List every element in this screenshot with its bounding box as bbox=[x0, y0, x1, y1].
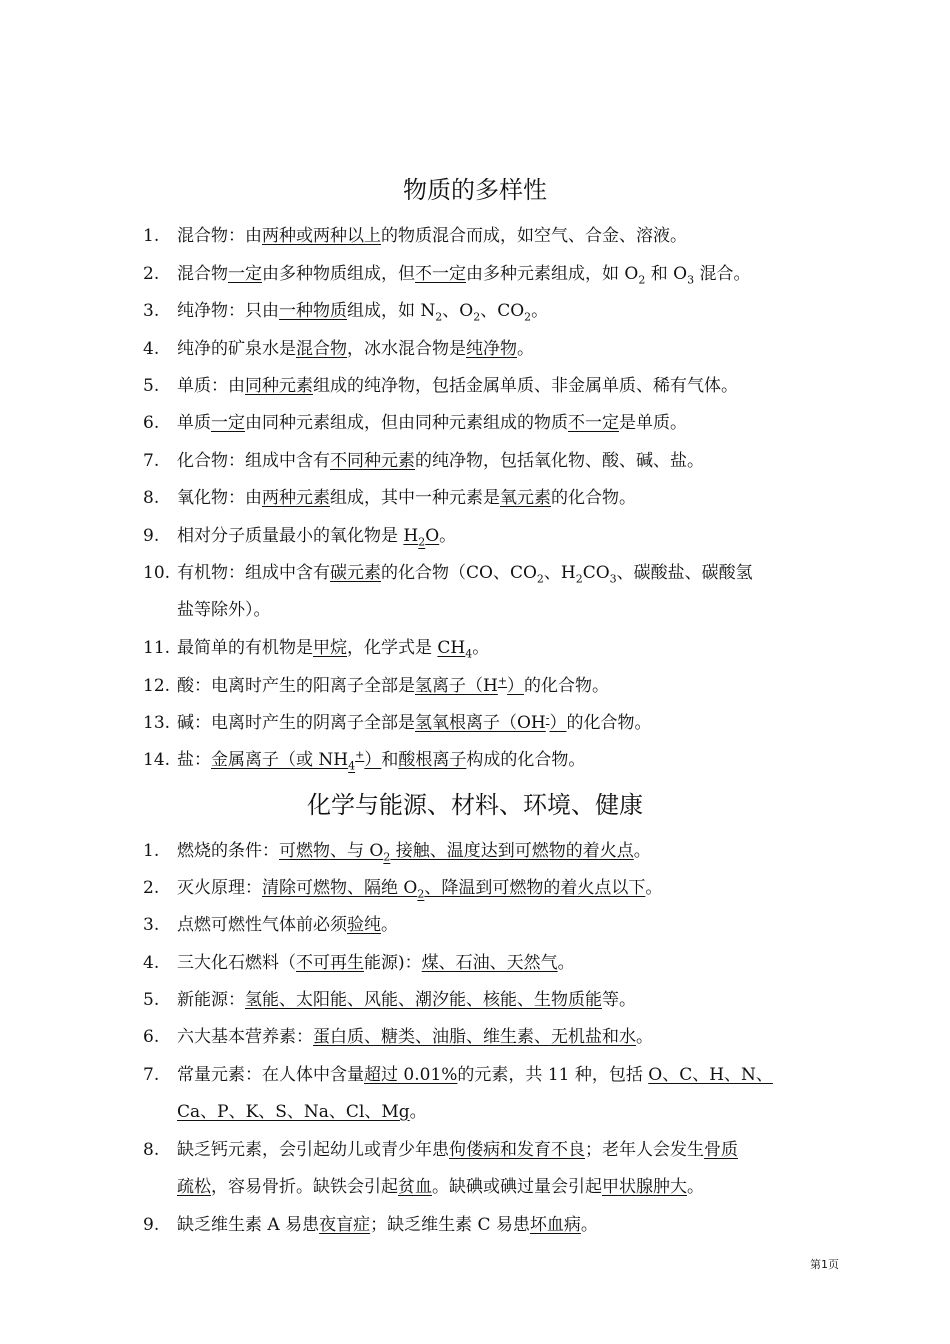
underlined-answer: 氢能、太阳能、风能、潮汐能、核能、生物质能 bbox=[245, 990, 602, 1010]
underlined-answer: CH bbox=[437, 638, 466, 658]
list-item bbox=[143, 293, 823, 330]
item-number: 10. bbox=[143, 563, 171, 583]
text-run: 2 bbox=[435, 310, 443, 324]
section-title-energy-health: 化学与能源、材料、环境、健康 bbox=[307, 791, 643, 819]
text-run: 纯净物：只由 bbox=[177, 301, 279, 321]
list-item bbox=[143, 405, 823, 442]
list-item bbox=[143, 331, 823, 368]
text-run: 。 bbox=[517, 339, 534, 359]
text-run: 2 bbox=[473, 310, 481, 324]
text-run: 。 bbox=[633, 841, 651, 861]
underlined-answer: 、降温到可燃物的着火点以下 bbox=[424, 878, 646, 898]
underlined-answer: 蛋白质、糖类、油脂、维生素、无机盐和水 bbox=[313, 1027, 636, 1047]
item-number: 2. bbox=[143, 878, 160, 898]
item-number: 6. bbox=[143, 1027, 160, 1047]
underlined-answer: 清除可燃物、隔绝 O bbox=[262, 878, 418, 898]
text-run: 2 bbox=[536, 572, 544, 586]
text-run: 的化合物。 bbox=[524, 676, 610, 696]
underlined-answer: 骨质 bbox=[704, 1140, 738, 1160]
text-run: 、O bbox=[442, 301, 474, 321]
item-number: 1. bbox=[143, 226, 160, 246]
text-run: 3 bbox=[609, 572, 617, 586]
item-text bbox=[177, 264, 751, 287]
underlined-answer: 佝偻病和发育不良 bbox=[449, 1140, 585, 1160]
item-text bbox=[177, 451, 704, 471]
underlined-answer: 不同种元素 bbox=[330, 451, 415, 471]
underlined-answer: 坏血病 bbox=[529, 1215, 581, 1235]
text-run: 新能源： bbox=[177, 990, 245, 1010]
list-item bbox=[143, 982, 823, 1019]
text-run: 六大基本营养素： bbox=[177, 1027, 313, 1047]
underlined-answer: 贫血 bbox=[398, 1177, 432, 1197]
item-text bbox=[177, 990, 636, 1010]
underlined-answer: 不一定 bbox=[568, 413, 619, 433]
text-run: 。 bbox=[531, 301, 549, 321]
text-run: 氧化物：由 bbox=[177, 488, 262, 508]
text-run: ；老年人会发生 bbox=[585, 1140, 704, 1160]
underlined-answer: 4 bbox=[348, 759, 356, 773]
list-item bbox=[143, 1057, 823, 1131]
text-run: 混合。 bbox=[694, 264, 751, 284]
text-run: 等。 bbox=[602, 990, 636, 1010]
list-item bbox=[143, 742, 823, 779]
item-number: 4. bbox=[143, 339, 160, 359]
text-run: 灭火原理： bbox=[177, 878, 262, 898]
item-number: 4. bbox=[143, 953, 160, 973]
underlined-answer: 接触、温度达到可燃物的着火点 bbox=[390, 841, 634, 861]
text-run: 、CO bbox=[480, 301, 525, 321]
item-number: 9. bbox=[143, 526, 160, 546]
item-text bbox=[177, 301, 549, 324]
text-run: 。 bbox=[557, 953, 575, 973]
underlined-answer: 2 bbox=[417, 887, 425, 901]
list-item bbox=[143, 218, 823, 255]
item-text bbox=[177, 563, 753, 586]
underlined-answer: 2 bbox=[418, 535, 426, 549]
text-run: ，冰水混合物是 bbox=[347, 339, 466, 359]
text-run: 。 bbox=[645, 878, 663, 898]
item-text bbox=[177, 676, 609, 696]
underlined-answer: 不可再生 bbox=[296, 953, 364, 973]
text-run: 。 bbox=[687, 1177, 704, 1197]
underlined-answer: 甲状腺肿大 bbox=[602, 1177, 687, 1197]
underlined-answer: 氢氧根离子（OH bbox=[415, 713, 546, 733]
underlined-answer: 两种或两种以上 bbox=[262, 226, 381, 246]
text-run: 构成的化合物。 bbox=[466, 750, 586, 770]
text-run: 。 bbox=[580, 1215, 598, 1235]
item-text bbox=[177, 748, 586, 773]
item-text bbox=[177, 1027, 653, 1047]
underlined-answer: 氢离子（H bbox=[415, 676, 498, 696]
text-run: 的物质混合而成，如空气、合金、溶液。 bbox=[381, 226, 687, 246]
underlined-answer: ） bbox=[549, 713, 567, 733]
item-number: 7. bbox=[143, 451, 160, 471]
text-run: 、H bbox=[543, 563, 576, 583]
item-text bbox=[177, 413, 687, 433]
text-run: 由同种元素组成，但由同种元素组成的物质 bbox=[245, 413, 568, 433]
underlined-answer: 甲烷 bbox=[313, 638, 347, 658]
underlined-answer: ） bbox=[364, 750, 382, 770]
list-item bbox=[143, 480, 823, 517]
underlined-answer: O bbox=[425, 526, 440, 546]
item-number: 5. bbox=[143, 376, 160, 396]
item-text bbox=[177, 841, 651, 864]
text-run: 3 bbox=[687, 273, 695, 287]
underlined-answer: 两种元素 bbox=[262, 488, 330, 508]
text-run: 最简单的有机物是 bbox=[177, 638, 313, 658]
text-run: 组成，如 N bbox=[347, 301, 436, 321]
text-run: 由多种元素组成，如 O bbox=[466, 264, 639, 284]
underlined-answer: 疏松 bbox=[177, 1177, 211, 1197]
list-item bbox=[143, 705, 823, 742]
underlined-answer: O、C、H、N、 bbox=[648, 1065, 773, 1085]
text-run: CO bbox=[582, 563, 610, 583]
underlined-answer: 混合物 bbox=[296, 339, 347, 359]
underlined-answer: 不一定 bbox=[415, 264, 466, 284]
list-item bbox=[143, 870, 823, 907]
list-item bbox=[143, 907, 823, 944]
underlined-answer: 验纯 bbox=[347, 915, 381, 935]
list-item bbox=[143, 555, 823, 629]
list-item bbox=[143, 833, 823, 870]
item-text bbox=[177, 953, 575, 973]
text-run: 2 bbox=[524, 310, 532, 324]
text-run: ；缺乏维生素 C 易患 bbox=[370, 1215, 530, 1235]
text-run: 酸：电离时产生的阳离子全部是 bbox=[177, 676, 415, 696]
text-run: 缺乏钙元素，会引起幼儿或青少年患 bbox=[177, 1140, 449, 1160]
item-text bbox=[177, 878, 663, 901]
list-item bbox=[143, 1207, 823, 1244]
list-item bbox=[143, 368, 823, 405]
text-run: 。 bbox=[636, 1027, 653, 1047]
list-item bbox=[143, 443, 823, 480]
item-number: 1. bbox=[143, 841, 160, 861]
text-run: 的元素，共 11 种，包括 bbox=[457, 1065, 649, 1085]
item-number: 9. bbox=[143, 1215, 160, 1235]
item-text bbox=[177, 526, 457, 549]
item-number: 13. bbox=[143, 713, 171, 733]
item-text-continued bbox=[143, 1094, 823, 1131]
item-number: 8. bbox=[143, 1140, 160, 1160]
underlined-answer: 一种物质 bbox=[279, 301, 347, 321]
item-text bbox=[177, 713, 651, 733]
underlined-answer: 氧元素 bbox=[500, 488, 551, 508]
text-run: 4 bbox=[465, 647, 473, 661]
underlined-answer: + bbox=[497, 674, 508, 688]
underlined-answer: 纯净物 bbox=[466, 339, 517, 359]
underlined-answer: ） bbox=[507, 676, 525, 696]
underlined-answer: 煤、石油、天然气 bbox=[421, 953, 558, 973]
list-item bbox=[143, 1019, 823, 1056]
item-text-continued bbox=[143, 1169, 823, 1206]
item-text bbox=[177, 915, 398, 935]
text-run: 相对分子质量最小的氧化物是 bbox=[177, 526, 404, 546]
underlined-answer: 酸根离子 bbox=[398, 750, 467, 770]
item-text bbox=[177, 1065, 773, 1085]
page-number: 第1页 bbox=[810, 1258, 839, 1271]
text-run: 常量元素：在人体中含量 bbox=[177, 1065, 364, 1085]
underlined-answer: 一定 bbox=[211, 413, 245, 433]
item-number: 8. bbox=[143, 488, 160, 508]
text-run: 是单质。 bbox=[619, 413, 687, 433]
underlined-answer: 2 bbox=[383, 850, 391, 864]
text-run: 2 bbox=[575, 572, 583, 586]
item-number: 2. bbox=[143, 264, 160, 284]
list-item bbox=[143, 945, 823, 982]
text-run: ，化学式是 bbox=[347, 638, 438, 658]
section-title-diversity: 物质的多样性 bbox=[403, 176, 547, 204]
item-text bbox=[177, 488, 636, 508]
text-run: 盐等除外）。 bbox=[177, 600, 271, 620]
text-run: 组成，其中一种元素是 bbox=[330, 488, 500, 508]
text-run: 纯净的矿泉水是 bbox=[177, 339, 296, 359]
text-run: 的纯净物，包括氧化物、酸、碱、盐。 bbox=[415, 451, 704, 471]
list-item bbox=[143, 256, 823, 293]
text-run: 有机物：组成中含有 bbox=[177, 563, 330, 583]
list-item bbox=[143, 518, 823, 555]
underlined-answer: - bbox=[545, 711, 550, 725]
item-text bbox=[177, 638, 490, 661]
text-run: 。 bbox=[381, 915, 398, 935]
item-number: 14. bbox=[143, 750, 171, 770]
text-run: ，容易骨折。缺铁会引起 bbox=[211, 1177, 398, 1197]
item-text bbox=[177, 376, 738, 396]
text-run: 由多种物质组成，但 bbox=[262, 264, 415, 284]
item-number: 5. bbox=[143, 990, 160, 1010]
underlined-answer: + bbox=[355, 748, 365, 762]
item-number: 3. bbox=[143, 915, 160, 935]
text-run: 缺乏维生素 A 易患 bbox=[177, 1215, 320, 1235]
text-run: 混合物 bbox=[177, 264, 228, 284]
item-number: 3. bbox=[143, 301, 160, 321]
text-run: 组成的纯净物，包括金属单质、非金属单质、稀有气体。 bbox=[313, 376, 738, 396]
underlined-answer: 夜盲症 bbox=[319, 1215, 371, 1235]
item-number: 11. bbox=[143, 638, 171, 658]
text-run: 、碳酸盐、碳酸氢 bbox=[616, 563, 753, 583]
text-run: 2 bbox=[638, 273, 646, 287]
item-number: 7. bbox=[143, 1065, 160, 1085]
item-number: 12. bbox=[143, 676, 171, 696]
underlined-answer: 可燃物、与 O bbox=[279, 841, 384, 861]
text-run: 混合物：由 bbox=[177, 226, 262, 246]
underlined-answer: H bbox=[403, 526, 419, 546]
text-run: 化合物：组成中含有 bbox=[177, 451, 330, 471]
text-run: 和 O bbox=[645, 264, 688, 284]
text-run: 。缺碘或碘过量会引起 bbox=[432, 1177, 602, 1197]
list-item bbox=[143, 630, 823, 667]
underlined-answer: 同种元素 bbox=[245, 376, 313, 396]
text-run: 碱：电离时产生的阴离子全部是 bbox=[177, 713, 415, 733]
text-run: 点燃可燃性气体前必须 bbox=[177, 915, 347, 935]
text-run: 三大化石燃料（ bbox=[177, 953, 296, 973]
text-run: 的化合物。 bbox=[566, 713, 652, 733]
text-run: 盐： bbox=[177, 750, 211, 770]
underlined-answer: Ca、P、K、S、Na、Cl、Mg bbox=[177, 1102, 410, 1122]
text-run: 能源)： bbox=[364, 953, 422, 973]
item-text-continued bbox=[143, 592, 823, 629]
underlined-answer: 金属离子（或 NH bbox=[211, 750, 349, 770]
underlined-answer: 超过 0.01% bbox=[364, 1065, 458, 1085]
text-run: 单质：由 bbox=[177, 376, 245, 396]
text-run: 。 bbox=[409, 1102, 427, 1122]
text-run: 。 bbox=[472, 638, 490, 658]
item-text bbox=[177, 1215, 598, 1235]
text-run: 。 bbox=[439, 526, 457, 546]
text-run: 单质 bbox=[177, 413, 211, 433]
text-run: 燃烧的条件： bbox=[177, 841, 279, 861]
list-item bbox=[143, 668, 823, 705]
text-run: 的化合物（CO、CO bbox=[381, 563, 537, 583]
item-text bbox=[177, 339, 534, 359]
underlined-answer: 一定 bbox=[228, 264, 262, 284]
list-item bbox=[143, 1132, 823, 1206]
item-text bbox=[177, 226, 687, 246]
underlined-answer: 碳元素 bbox=[330, 563, 381, 583]
text-run: 的化合物。 bbox=[551, 488, 636, 508]
item-text bbox=[177, 1140, 738, 1160]
text-run: 和 bbox=[381, 750, 399, 770]
item-number: 6. bbox=[143, 413, 160, 433]
